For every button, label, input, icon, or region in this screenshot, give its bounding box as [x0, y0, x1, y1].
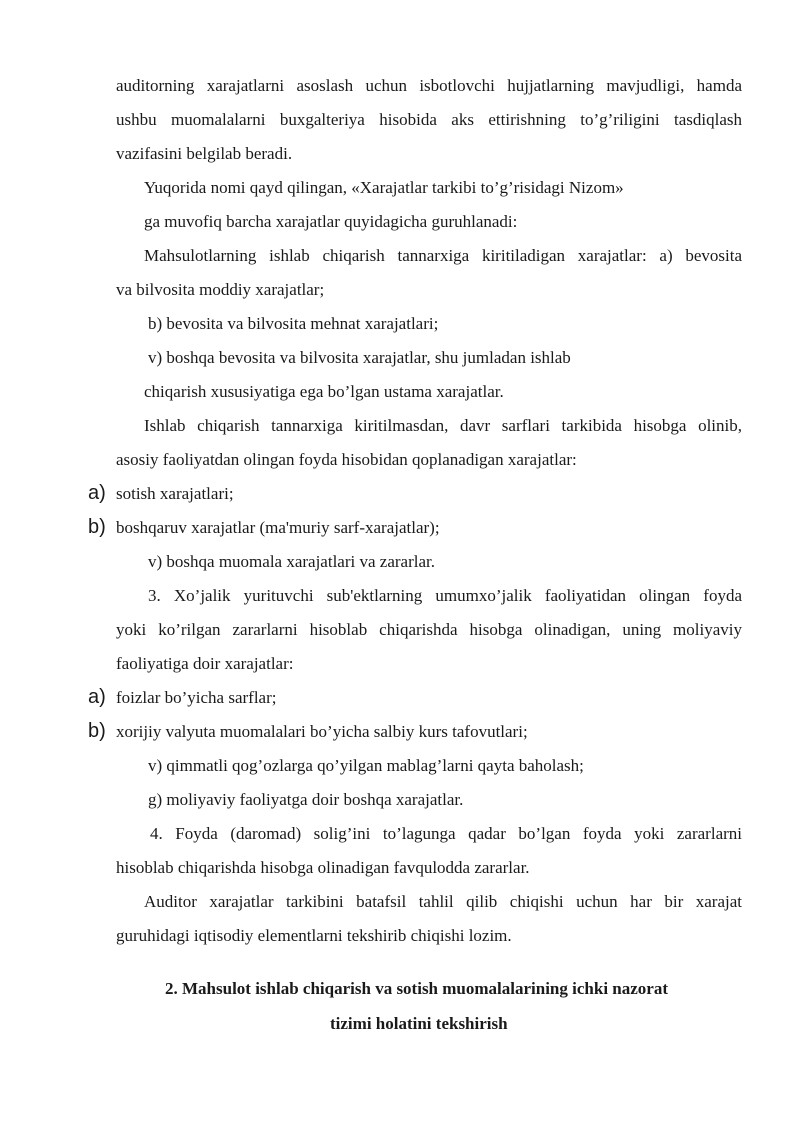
text-line: auditorning xarajatlarni asoslash uchun isbotlovchi hujjatlarning mavjudligi, hamda: [116, 76, 742, 95]
list-marker: b): [88, 720, 106, 742]
text-line: chiqarish xususiyatiga ega bo’lgan ustama xarajatlar.: [144, 382, 504, 401]
list-item: xorijiy valyuta muomalalari bo’yicha salbiy kurs tafovutlari;: [116, 722, 528, 741]
text-line: Yuqorida nomi qayd qilingan, «Xarajatlar tarkibi to’g’risidagi Nizom»: [144, 178, 624, 197]
section-heading: tizimi holatini tekshirish: [330, 1014, 508, 1033]
text-line: ga muvofiq barcha xarajatlar quyidagicha guruhlanadi:: [144, 212, 518, 231]
section-heading: 2. Mahsulot ishlab chiqarish va sotish muomalalarining ichki nazorat: [165, 979, 668, 998]
list-item: v) qimmatli qog’ozlarga qo’yilgan mablag’larni qayta baholash;: [148, 756, 584, 775]
text-line: b) bevosita va bilvosita mehnat xarajatlari;: [148, 314, 439, 333]
list-item: boshqaruv xarajatlar (ma'muriy sarf-xarajatlar);: [116, 518, 440, 537]
text-line: v) boshqa bevosita va bilvosita xarajatlar, shu jumladan ishlab: [148, 348, 571, 367]
text-line: hisoblab chiqarishda hisobga olinadigan favqulodda zararlar.: [116, 858, 530, 877]
list-item: sotish xarajatlari;: [116, 484, 234, 503]
text-line: Auditor xarajatlar tarkibini batafsil tahlil qilib chiqishi uchun har bir xarajat: [144, 892, 742, 911]
list-item: v) boshqa muomala xarajatlari va zararlar.: [148, 552, 435, 571]
text-line: va bilvosita moddiy xarajatlar;: [116, 280, 325, 299]
text-line: 3. Xo’jalik yurituvchi sub'ektlarning umumxo’jalik faoliyatidan olingan foyda: [148, 586, 742, 605]
text-line: asosiy faoliyatdan olingan foyda hisobidan qoplanadigan xarajatlar:: [116, 450, 577, 469]
text-line: Ishlab chiqarish tannarxiga kiritilmasdan, davr sarflari tarkibida hisobga olinib,: [144, 416, 742, 435]
list-marker: a): [88, 686, 106, 708]
text-line: Mahsulotlarning ishlab chiqarish tannarxiga kiritiladigan xarajatlar: a) bevosita: [144, 246, 742, 265]
text-line: guruhidagi iqtisodiy elementlarni tekshirib chiqishi lozim.: [116, 926, 512, 945]
text-line: ushbu muomalalarni buxgalteriya hisobida aks ettirishning to’g’riligini tasdiqlash: [116, 110, 742, 129]
text-line: faoliyatiga doir xarajatlar:: [116, 654, 294, 673]
text-line: yoki ko’rilgan zararlarni hisoblab chiqarishda hisobga olinadigan, uning moliyaviy: [116, 620, 742, 639]
text-line: vazifasini belgilab beradi.: [116, 144, 293, 163]
list-item: foizlar bo’yicha sarflar;: [116, 688, 277, 707]
list-marker: b): [88, 516, 106, 538]
list-marker: a): [88, 482, 106, 504]
list-item: g) moliyaviy faoliyatga doir boshqa xarajatlar.: [148, 790, 464, 809]
text-line: 4. Foyda (daromad) solig’ini to’lagunga qadar bo’lgan foyda yoki zararlarni: [150, 824, 742, 843]
